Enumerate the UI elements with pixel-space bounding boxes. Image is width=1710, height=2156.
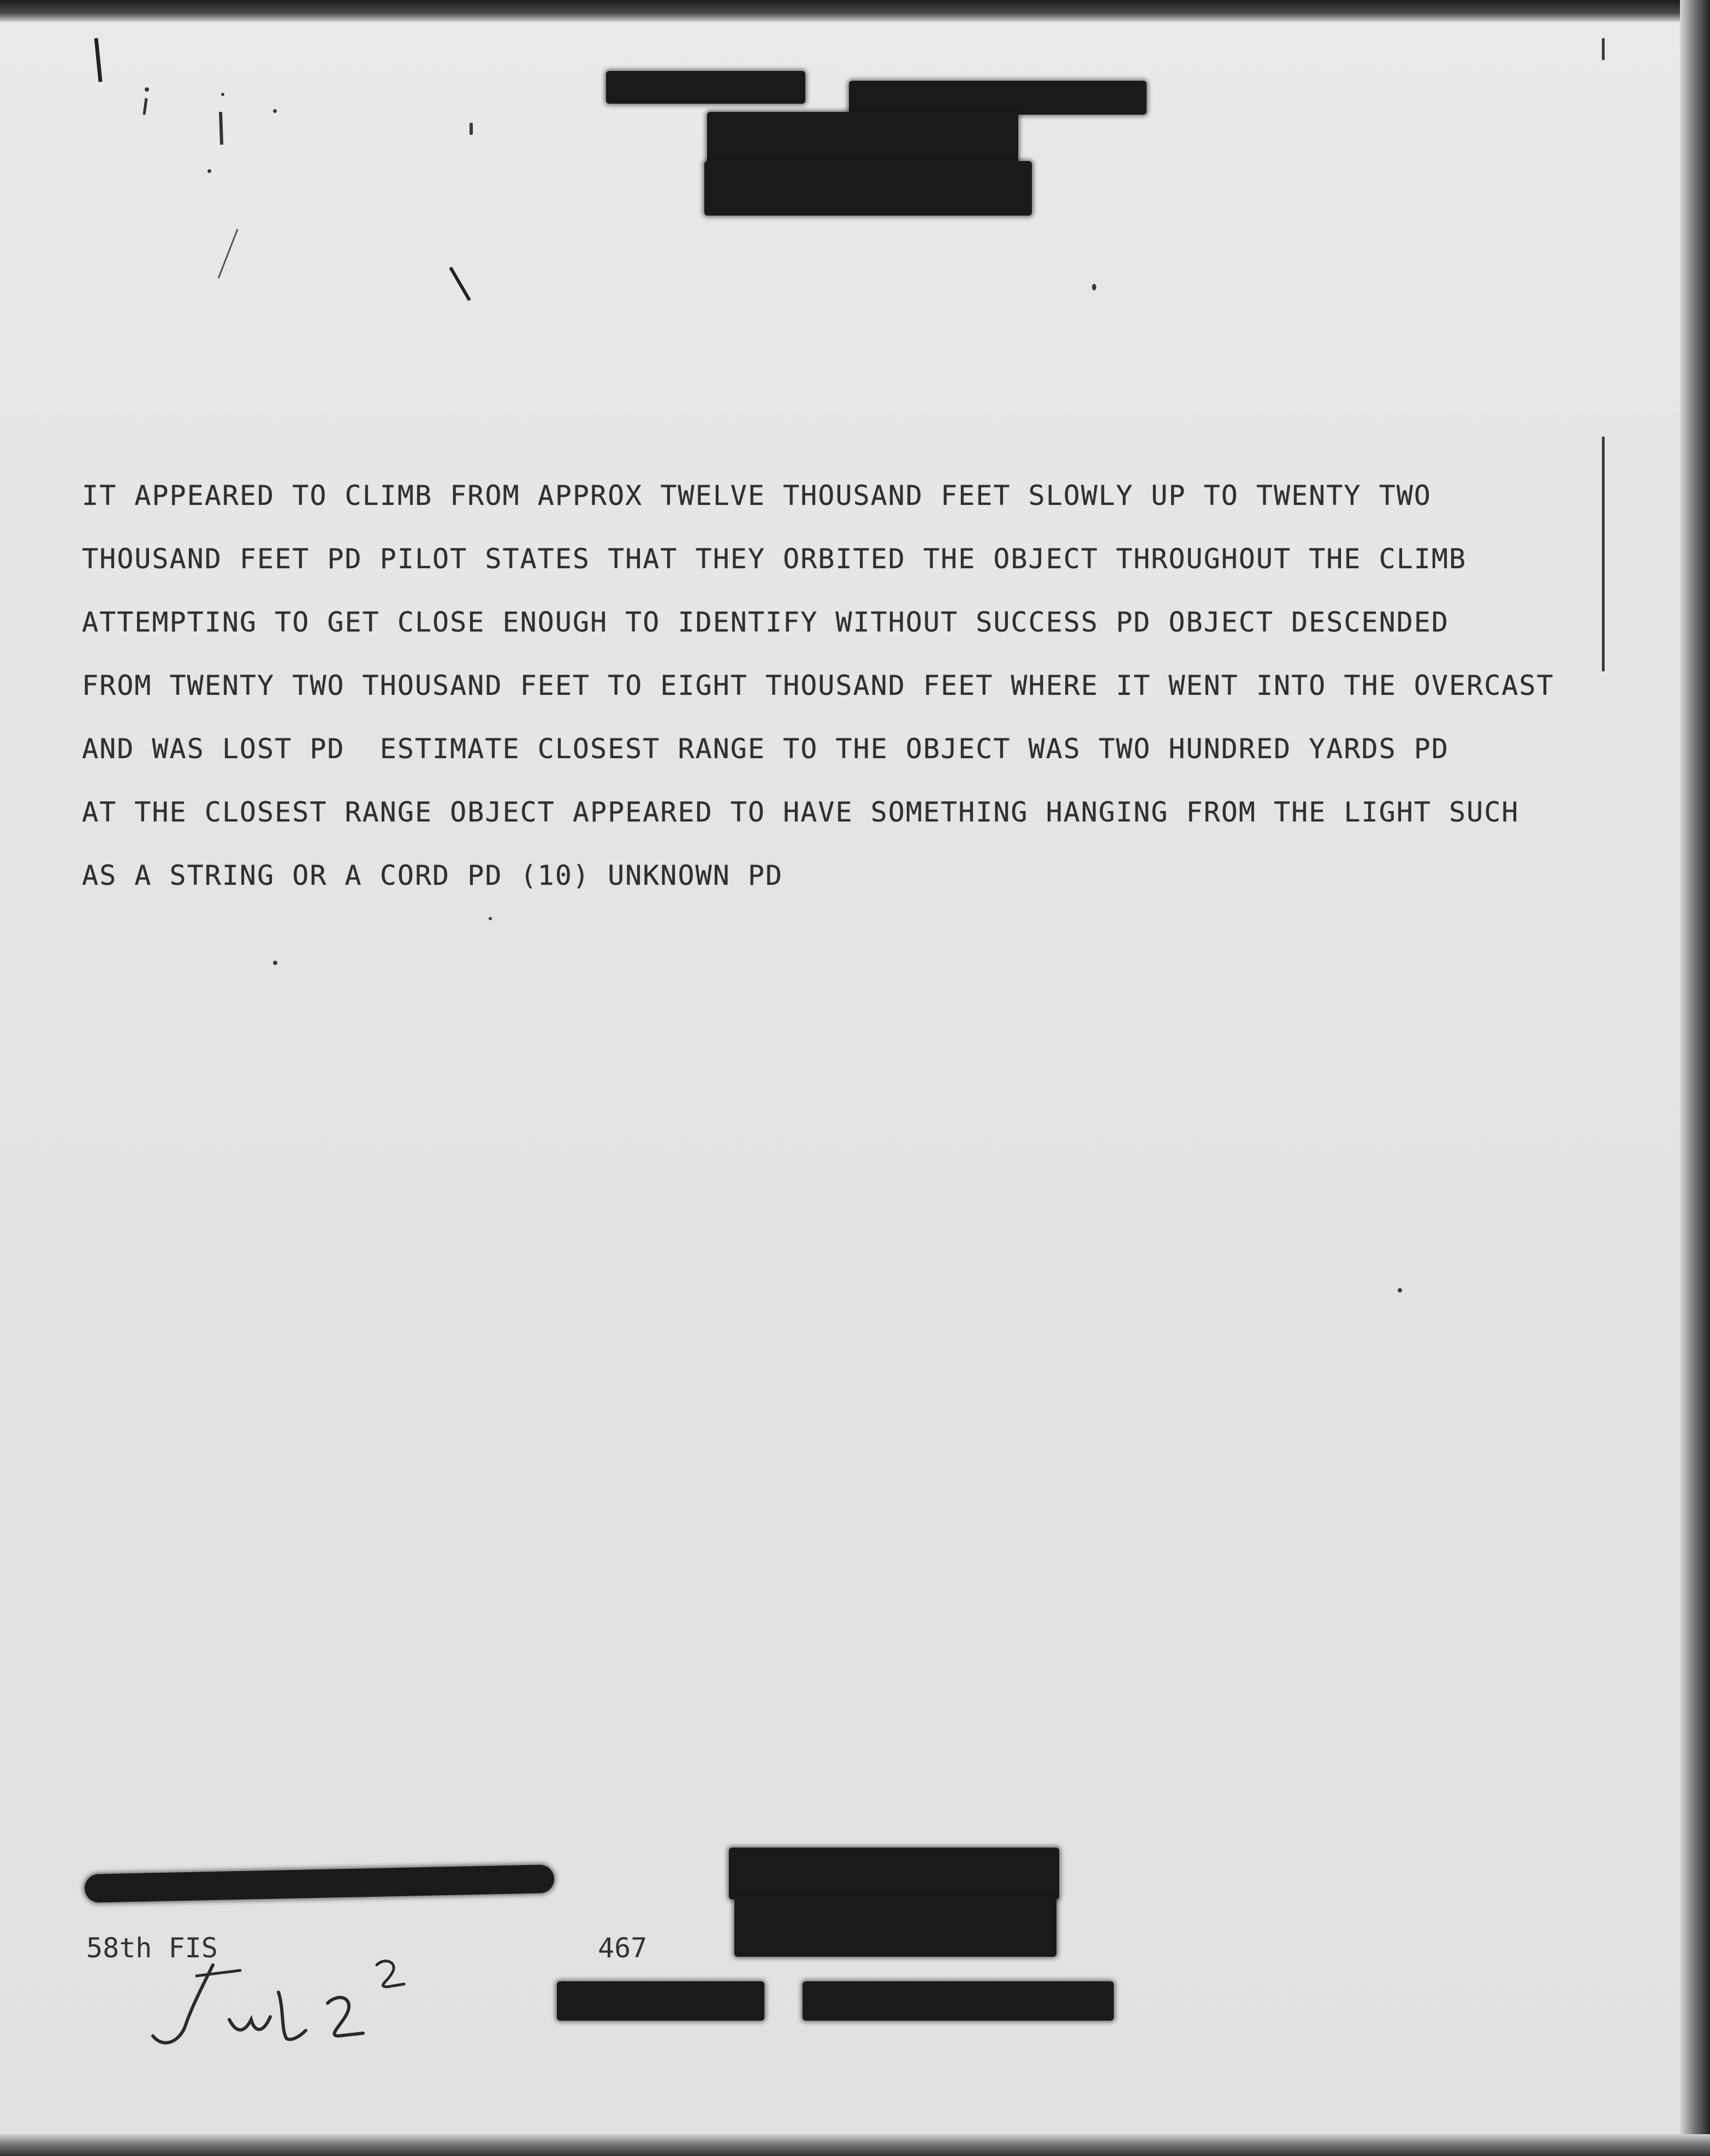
page-number: 467 — [598, 1932, 648, 1964]
body-line: AT THE CLOSEST RANGE OBJECT APPEARED TO HAVE SOMETHING HANGING FROM THE LIGHT SUCH — [82, 796, 1519, 828]
body-line: FROM TWENTY TWO THOUSAND FEET TO EIGHT THOUSAND FEET WHERE IT WENT INTO THE OVERCAST — [82, 670, 1554, 701]
redaction-footer-line — [85, 1865, 555, 1903]
scan-border-right — [1680, 0, 1710, 2156]
redaction-footer-left — [557, 1981, 764, 2021]
redaction-header-right — [849, 81, 1147, 115]
body-line: THOUSAND FEET PD PILOT STATES THAT THEY ORBITED THE OBJECT THROUGHOUT THE CLIMB — [82, 543, 1467, 575]
handwritten-date — [147, 1954, 453, 2058]
message-body — [82, 464, 1554, 907]
body-line: AS A STRING OR A CORD PD (10) UNKNOWN PD — [82, 860, 783, 891]
redaction-footer-right — [803, 1981, 1114, 2021]
redaction-header-bottom — [704, 161, 1032, 216]
redaction-header-left — [606, 71, 805, 104]
unit-designation: 58th FIS — [86, 1932, 218, 1964]
scan-marks — [87, 33, 502, 317]
margin-rule-top — [1602, 38, 1605, 60]
margin-rule-middle — [1602, 437, 1605, 671]
body-line: ATTEMPTING TO GET CLOSE ENOUGH TO IDENTIFY WITHOUT SUCCESS PD OBJECT DESCENDED — [82, 606, 1449, 638]
scan-border-top — [0, 0, 1710, 22]
body-line: AND WAS LOST PD ESTIMATE CLOSEST RANGE TO THE OBJECT WAS TWO HUNDRED YARDS PD — [82, 733, 1449, 765]
redaction-footer-block-bottom — [734, 1897, 1056, 1957]
scan-border-bottom — [0, 2134, 1710, 2156]
redaction-header-middle — [707, 112, 1018, 164]
body-line: IT APPEARED TO CLIMB FROM APPROX TWELVE THOUSAND FEET SLOWLY UP TO TWENTY TWO — [82, 480, 1432, 511]
redaction-footer-block-top — [729, 1848, 1059, 1899]
